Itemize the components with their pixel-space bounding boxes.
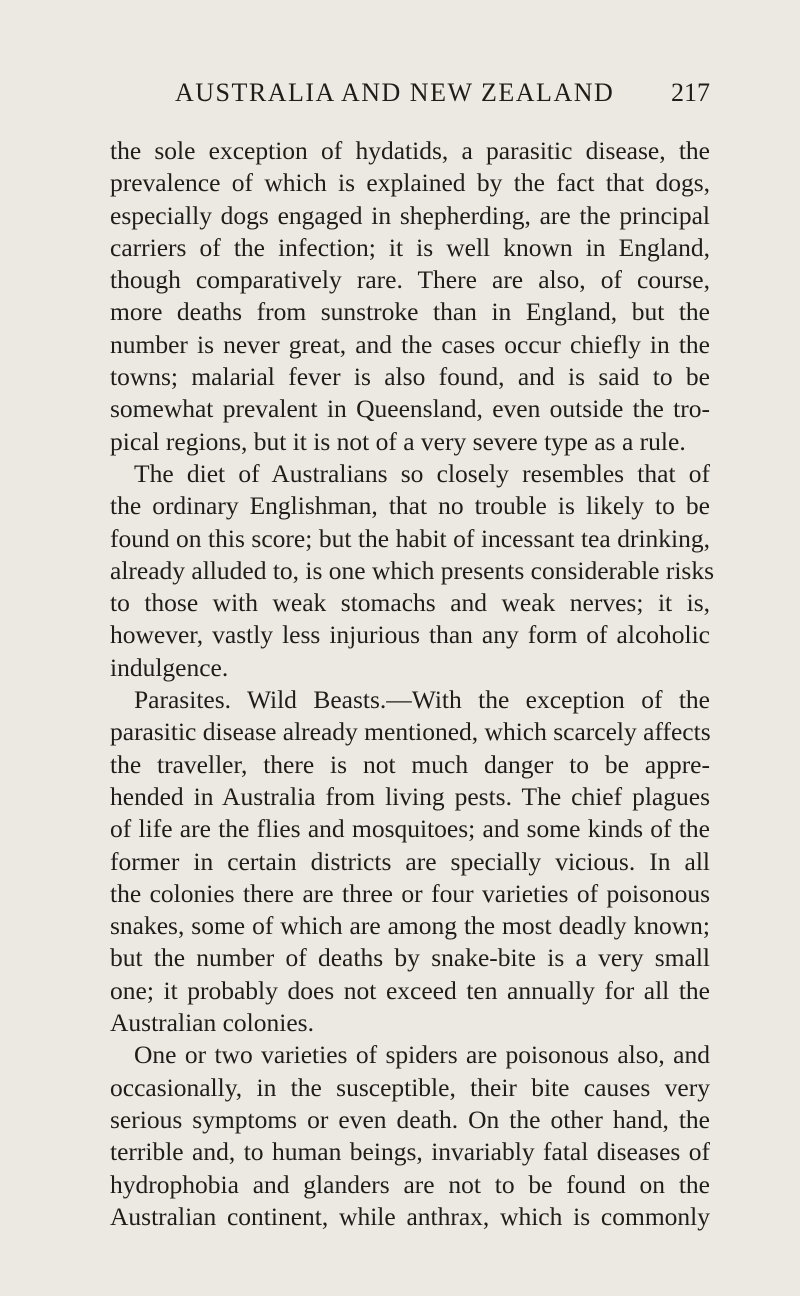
text-line: hydrophobia and glanders are not to be found on the — [110, 1169, 710, 1199]
text-line: the sole exception of hydatids, a parasitic disease, the — [110, 136, 710, 165]
section-heading-line: Parasites. Wild Beasts.—With the exception of the — [134, 685, 710, 715]
text-line: especially dogs engaged in shepherding, are the principal — [110, 200, 710, 230]
text-line: pical regions, but it is not of a very severe type as a rule. — [110, 426, 686, 456]
text-line: towns; malarial fever is also found, and is said to be — [110, 362, 710, 392]
text-line: already alluded to, is one which presents considerable risks — [110, 555, 715, 585]
text-line: found on this score; but the habit of incessant tea drinking, — [110, 523, 710, 553]
text-line: Australian colonies. — [110, 1008, 314, 1038]
page-number: 217 — [671, 78, 710, 107]
text-line: hended in Australia from living pests. The chief plagues — [110, 781, 710, 811]
text-line: serious symptoms or even death. On the other hand, the — [110, 1104, 710, 1134]
text-line: the ordinary Englishman, that no trouble is likely to be — [110, 491, 710, 521]
text-line: terrible and, to human beings, invariably fatal diseases of — [110, 1137, 710, 1167]
running-head — [175, 78, 710, 108]
text-line: but the number of deaths by snake-bite is a very small — [110, 943, 710, 973]
text-line: the colonies there are three or four varieties of poisonous — [110, 878, 710, 908]
text-line: former in certain districts are specially vicious. In all — [110, 846, 710, 876]
text-line: indulgence. — [110, 652, 229, 682]
paragraph-start-line: One or two varieties of spiders are poisonous also, and — [134, 1040, 710, 1070]
text-line: more deaths from sunstroke than in England, but the — [110, 297, 710, 327]
paragraph-start-line: The diet of Australians so closely resembles that of — [134, 458, 710, 488]
text-line: though comparatively rare. There are also, of course, — [110, 265, 710, 295]
text-line: the traveller, there is not much danger to be appre- — [110, 749, 710, 779]
text-line: prevalence of which is explained by the fact that dogs, — [110, 168, 710, 198]
text-line: carriers of the infection; it is well known in England, — [110, 232, 710, 262]
text-line: however, vastly less injurious than any form of alcoholic — [110, 620, 710, 650]
text-line: parasitic disease already mentioned, which scarcely affects — [110, 717, 711, 747]
text-line: of life are the flies and mosquitoes; and some kinds of the — [110, 814, 710, 844]
text-line: to those with weak stomachs and weak nerves; it is, — [110, 588, 710, 618]
text-line: occasionally, in the susceptible, their bite causes very — [110, 1072, 710, 1102]
text-line: one; it probably does not exceed ten annually for all the — [110, 975, 710, 1005]
text-line: Australian continent, while anthrax, which is commonly — [110, 1201, 710, 1231]
text-line: snakes, some of which are among the most deadly known; — [110, 911, 710, 941]
running-title: AUSTRALIA AND NEW ZEALAND — [175, 78, 615, 107]
body-text — [110, 135, 715, 1233]
text-line: somewhat prevalent in Queensland, even outside the tro- — [110, 394, 710, 424]
text-line: number is never great, and the cases occur chiefly in the — [110, 329, 710, 359]
